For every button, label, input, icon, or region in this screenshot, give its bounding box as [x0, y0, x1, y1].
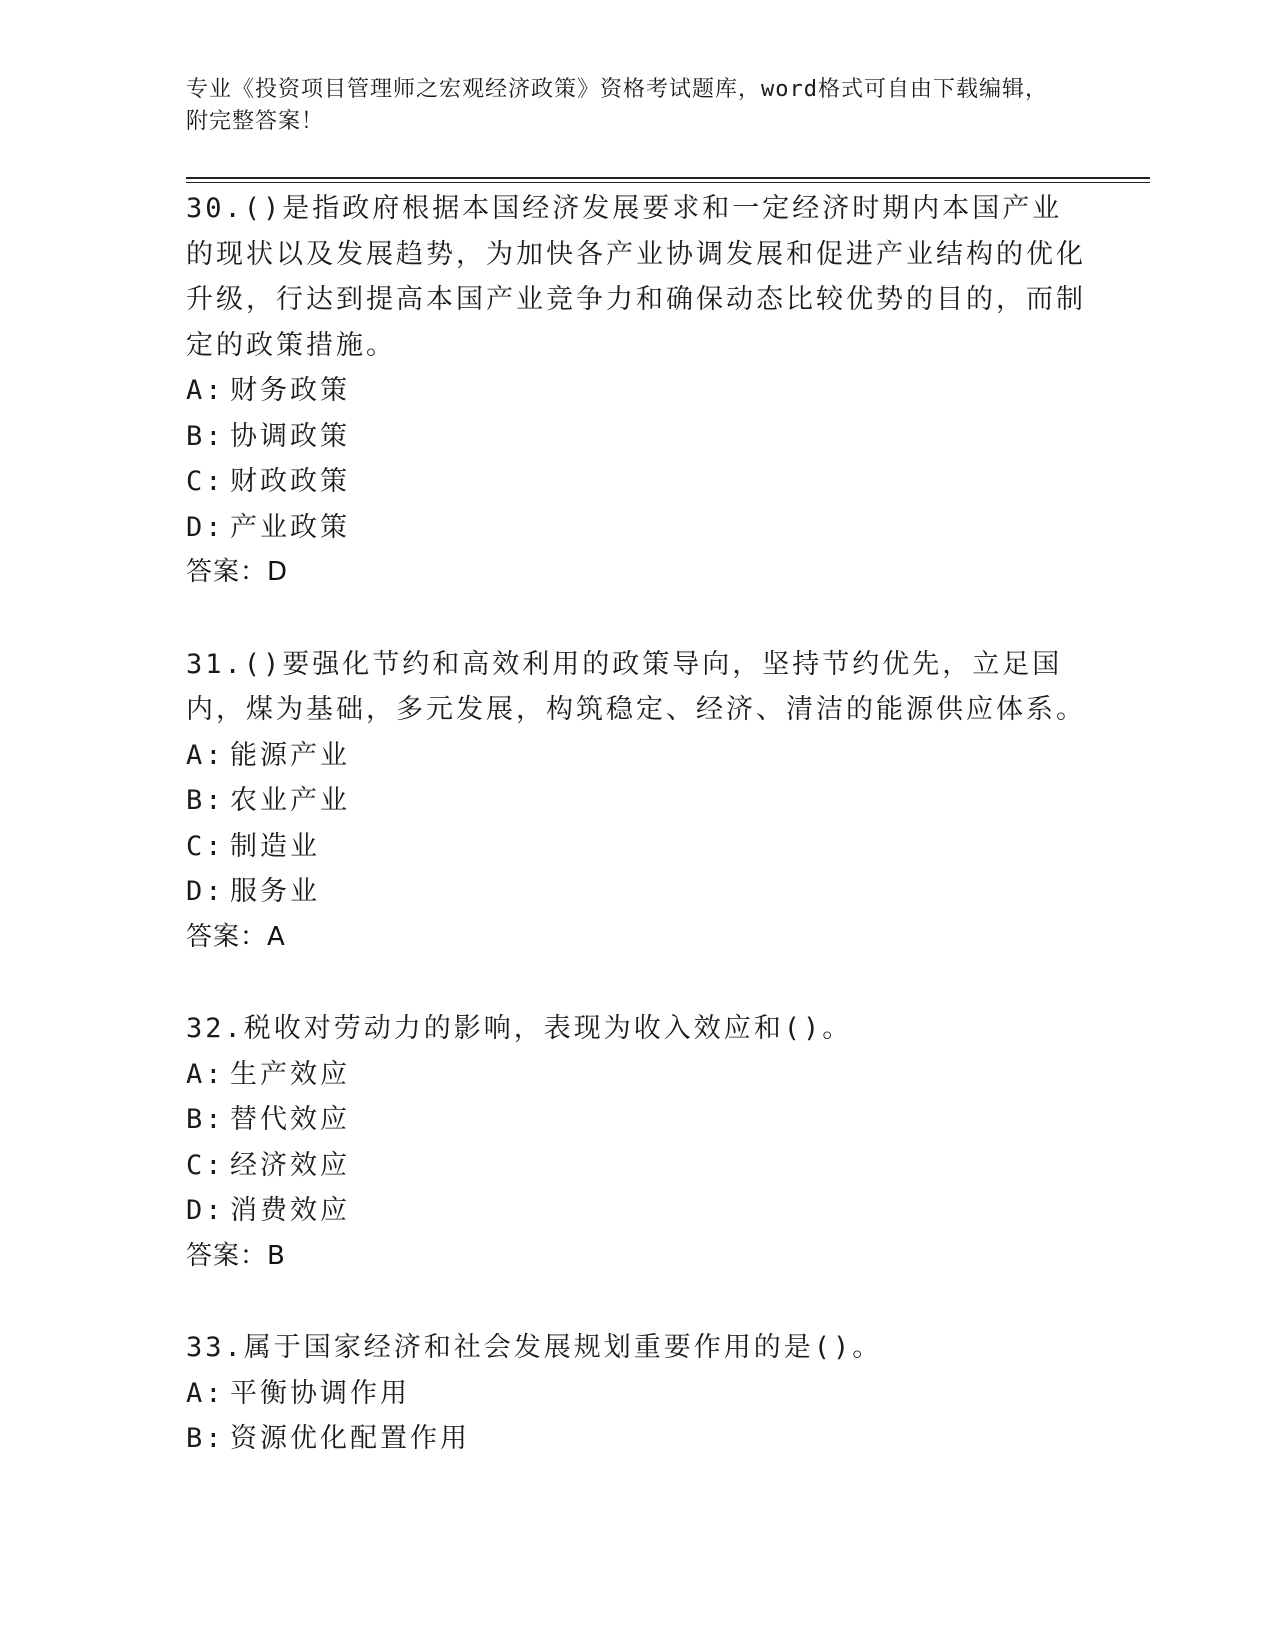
option-text: 农业产业 [230, 785, 350, 816]
answer-line: 答案：B [186, 1240, 286, 1271]
option-text: 能源产业 [230, 739, 350, 771]
question-stem: 32.税收对劳动力的影响，表现为收入效应和()。 [186, 1013, 853, 1044]
option-c [186, 1143, 1086, 1189]
question-item [186, 1325, 1086, 1462]
question-item [186, 1006, 1086, 1279]
option-text: 制造业 [230, 830, 320, 862]
option-d [186, 869, 1086, 915]
option-text: 生产效应 [230, 1058, 350, 1090]
option-text: 财务政策 [230, 375, 350, 406]
option-letter: A: [186, 739, 225, 771]
question-stem: 31.()要强化节约和高效利用的政策导向，坚持节约优先，立足国内，煤为基础，多元发展，构筑稳定、经济、清洁的能源供应体系。 [186, 648, 1086, 725]
answer-line: 答案：A [186, 921, 286, 952]
option-a [186, 733, 1086, 779]
header-divider-thin [186, 182, 1150, 183]
option-text: 经济效应 [230, 1149, 350, 1181]
option-text: 服务业 [230, 876, 320, 907]
option-letter: C: [186, 1149, 225, 1181]
option-letter: B: [186, 420, 225, 452]
question-item [186, 186, 1086, 596]
option-text: 替代效应 [230, 1104, 350, 1135]
option-b [186, 1416, 1086, 1462]
option-letter: A: [186, 1058, 225, 1090]
document-header: 专业《投资项目管理师之宏观经济政策》资格考试题库，word格式可自由下载编辑，附完整答案！ [186, 77, 1048, 134]
option-text: 资源优化配置作用 [230, 1423, 470, 1454]
option-c [186, 824, 1086, 870]
option-text: 平衡协调作用 [230, 1377, 410, 1409]
option-letter: A: [186, 1377, 225, 1409]
question-stem: 33.属于国家经济和社会发展规划重要作用的是()。 [186, 1332, 883, 1363]
option-b [186, 414, 1086, 460]
header-divider [186, 177, 1150, 179]
option-text: 财政政策 [230, 466, 350, 497]
option-a [186, 1052, 1086, 1098]
option-letter: C: [186, 830, 225, 862]
question-item [186, 642, 1086, 961]
option-c [186, 459, 1086, 505]
option-letter: D: [186, 1195, 225, 1226]
option-letter: B: [186, 1104, 225, 1135]
option-text: 产业政策 [230, 511, 350, 543]
question-stem: 30.()是指政府根据本国经济发展要求和一定经济时期内本国产业的现状以及发展趋势，为加快各产业协调发展和促进产业结构的优化升级，行达到提高本国产业竞争力和确保动态比较优势的目的，而制定的政策措施。 [186, 193, 1086, 361]
option-d [186, 505, 1086, 551]
option-letter: D: [186, 511, 225, 543]
option-letter: C: [186, 466, 225, 497]
option-letter: B: [186, 785, 225, 816]
option-letter: B: [186, 1423, 225, 1454]
question-list [186, 186, 1086, 1508]
option-a [186, 368, 1086, 414]
option-d [186, 1188, 1086, 1234]
option-letter: A: [186, 375, 225, 406]
option-text: 消费效应 [230, 1195, 350, 1226]
option-text: 协调政策 [230, 420, 350, 452]
option-a [186, 1371, 1086, 1417]
answer-line: 答案：D [186, 557, 289, 587]
option-letter: D: [186, 876, 225, 907]
option-b [186, 1097, 1086, 1143]
option-b [186, 778, 1086, 824]
